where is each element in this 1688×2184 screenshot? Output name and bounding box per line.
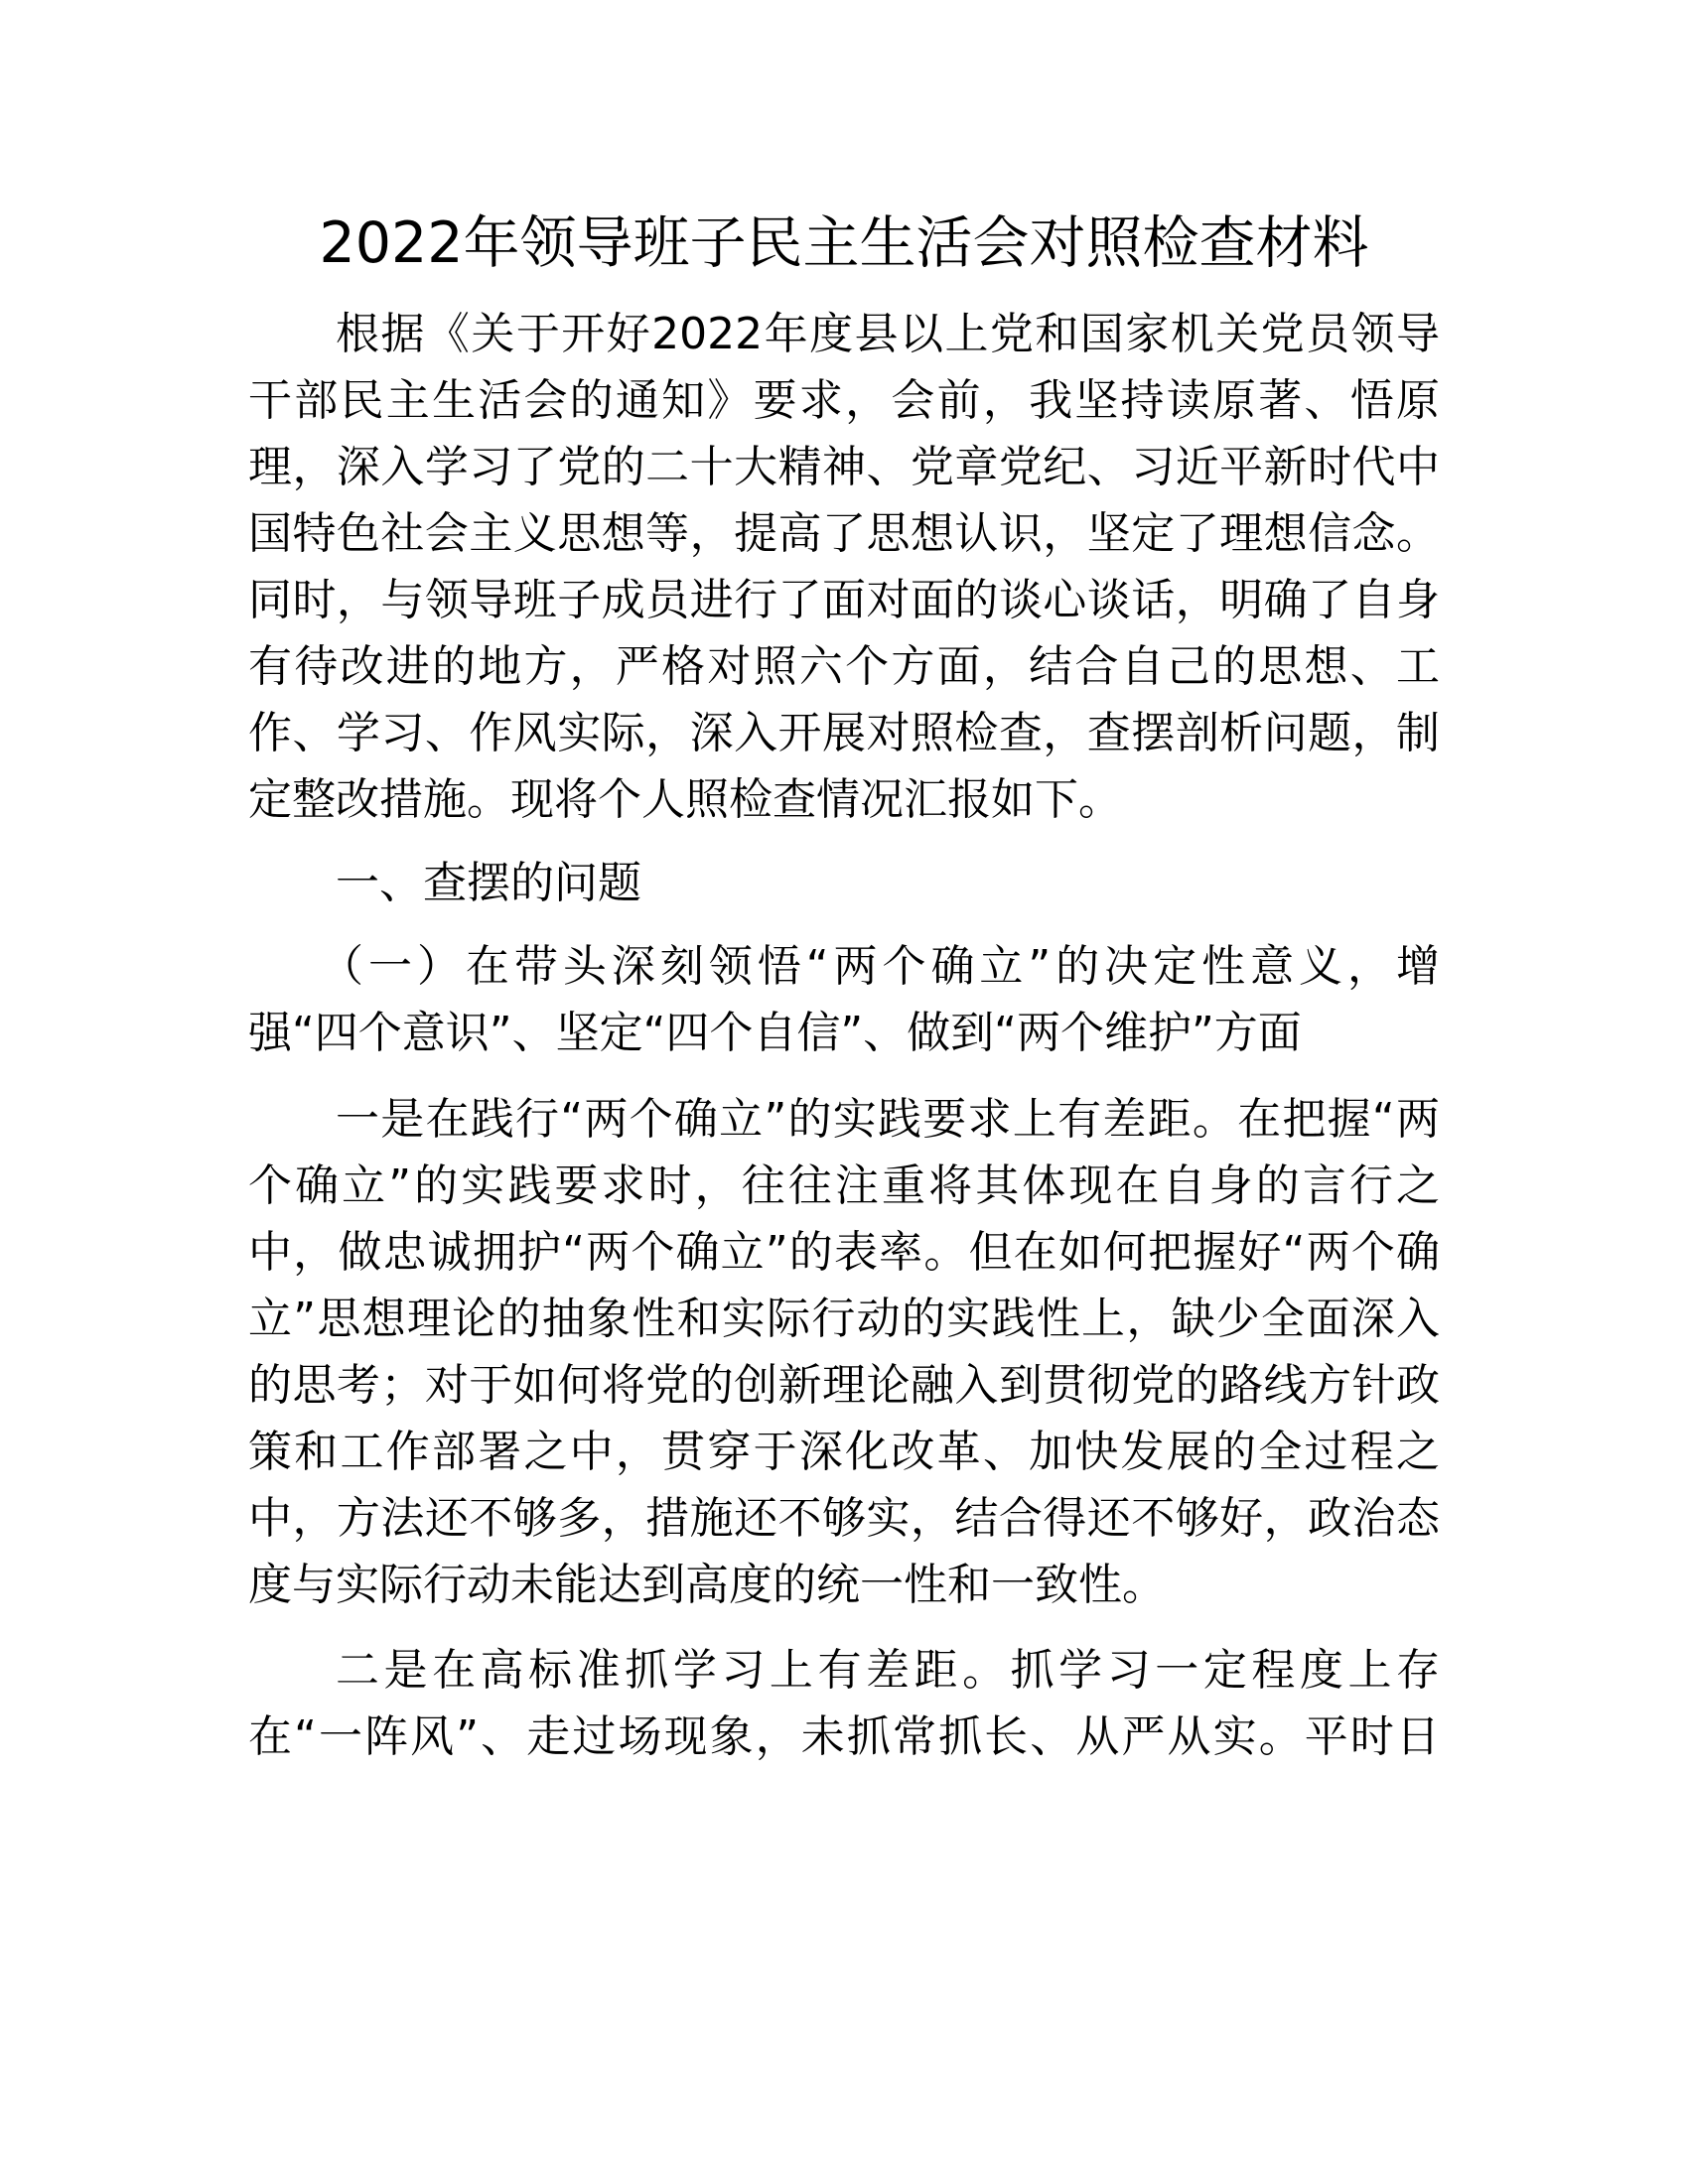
- paragraph-3-line-7: 中，方法还不够多，措施还不够实，结合得还不够好，政治态: [248, 1493, 1440, 1544]
- paragraph-4-line-1: 二是在高标准抓学习上有差距。抓学习一定程度上存: [336, 1645, 1440, 1696]
- paragraph-4-line-2: 在“一阵风”、走过场现象，未抓常抓长、从严从实。平时日: [248, 1711, 1440, 1762]
- paragraph-3-line-1: 一是在践行“两个确立”的实践要求上有差距。在把握“两: [336, 1094, 1440, 1145]
- paragraph-1-line-2: 干部民主生活会的通知》要求，会前，我坚持读原著、悟原: [248, 375, 1440, 426]
- document-title: 2022年领导班子民主生活会对照检查材料: [319, 210, 1369, 276]
- paragraph-1-line-4: 国特色社会主义思想等，提高了思想认识，坚定了理想信念。: [248, 508, 1440, 559]
- subsection-heading-1-line-2: 强“四个意识”、坚定“四个自信”、做到“两个维护”方面: [248, 1008, 1302, 1058]
- paragraph-3-line-2: 个确立”的实践要求时，往往注重将其体现在自身的言行之: [248, 1160, 1440, 1211]
- paragraph-1-line-7: 作、学习、作风实际，深入开展对照检查，查摆剖析问题，制: [248, 708, 1440, 758]
- paragraph-1-line-5: 同时，与领导班子成员进行了面对面的谈心谈话，明确了自身: [248, 575, 1440, 625]
- paragraph-3-line-3: 中，做忠诚拥护“两个确立”的表率。但在如何把握好“两个确: [248, 1227, 1440, 1278]
- paragraph-3-line-5: 的思考；对于如何将党的创新理论融入到贯彻党的路线方针政: [248, 1360, 1440, 1411]
- paragraph-1-line-3: 理，深入学习了党的二十大精神、党章党纪、习近平新时代中: [248, 442, 1440, 492]
- paragraph-1-line-6: 有待改进的地方，严格对照六个方面，结合自己的思想、工: [248, 641, 1440, 692]
- paragraph-1-line-8: 定整改措施。现将个人照检查情况汇报如下。: [248, 774, 1122, 825]
- paragraph-3-line-6: 策和工作部署之中，贯穿于深化改革、加快发展的全过程之: [248, 1427, 1440, 1477]
- paragraph-1-line-1: 根据《关于开好2022年度县以上党和国家机关党员领导: [336, 309, 1440, 359]
- paragraph-3-line-4: 立”思想理论的抽象性和实际行动的实践性上，缺少全面深入: [248, 1294, 1440, 1344]
- section-heading-1: 一、查摆的问题: [336, 858, 641, 908]
- paragraph-3-line-8: 度与实际行动未能达到高度的统一性和一致性。: [248, 1560, 1166, 1610]
- subsection-heading-1-line-1: （一）在带头深刻领悟“两个确立”的决定性意义，增: [320, 941, 1440, 992]
